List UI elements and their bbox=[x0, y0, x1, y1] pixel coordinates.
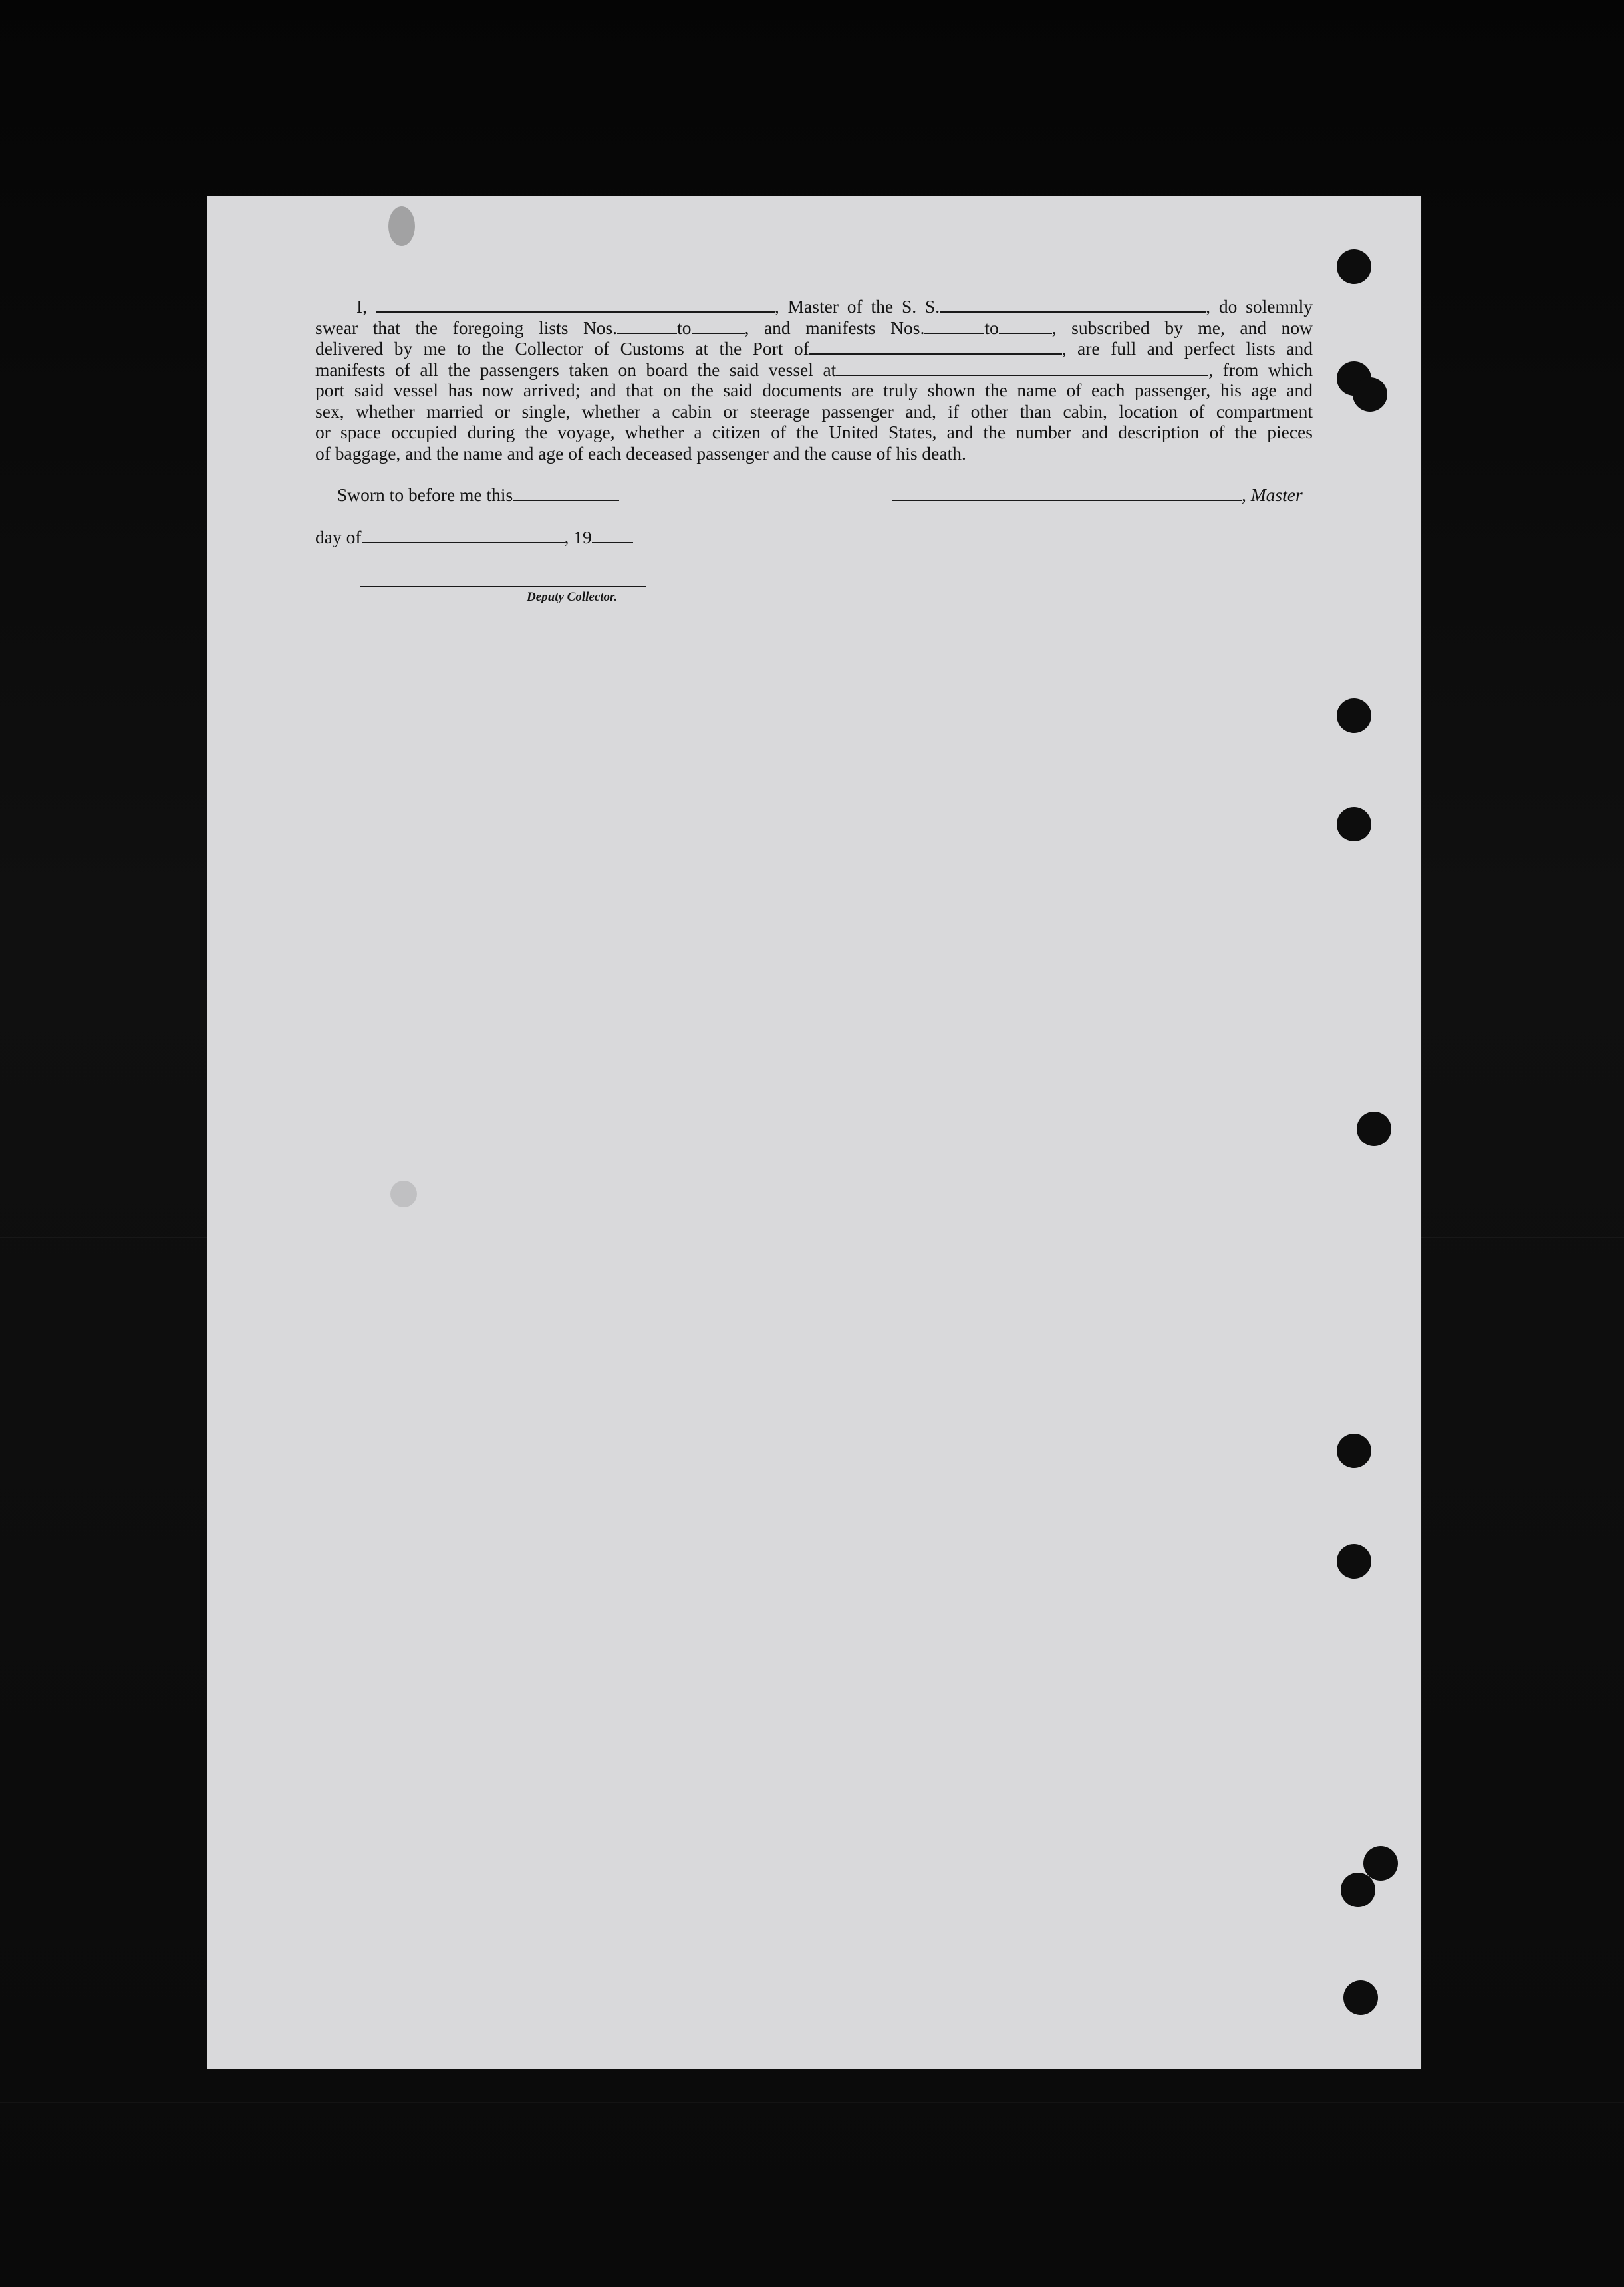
oath-text: to bbox=[677, 317, 692, 338]
punch-hole bbox=[1363, 1846, 1398, 1881]
oath-text: , Master of the S. S. bbox=[774, 296, 940, 317]
oath-text: delivered by me to the Collector of Customs at the Port of bbox=[315, 338, 809, 359]
sworn-line bbox=[337, 484, 619, 506]
oath-text: swear that the foregoing lists Nos. bbox=[315, 317, 618, 338]
day-of-line bbox=[315, 527, 633, 548]
deputy-collector-label: Deputy Collector. bbox=[527, 590, 618, 604]
year-label: , 19 bbox=[564, 527, 592, 547]
day-of-label: day of bbox=[315, 527, 362, 547]
blank-list-from bbox=[617, 318, 677, 334]
stain bbox=[390, 1181, 417, 1207]
oath-line-2 bbox=[315, 317, 1313, 339]
oath-text: manifests of all the passengers taken on board the said vessel at bbox=[315, 359, 837, 380]
oath-line-3 bbox=[315, 338, 1313, 359]
oath-text: , are full and perfect lists and bbox=[1061, 338, 1313, 359]
blank-ship-name bbox=[940, 297, 1206, 313]
oath-line-4 bbox=[315, 359, 1313, 381]
blank-month bbox=[362, 528, 565, 543]
blank-manifest-to bbox=[999, 318, 1052, 334]
punch-hole bbox=[1337, 1544, 1371, 1579]
blank-embark-port bbox=[836, 360, 1208, 376]
oath-text: , from which bbox=[1208, 359, 1313, 380]
deputy-collector-signature-line bbox=[360, 586, 646, 587]
oath-line-1 bbox=[315, 296, 1313, 317]
blank-manifest-from bbox=[924, 318, 984, 334]
sworn-label: Sworn to before me this bbox=[337, 484, 513, 505]
oath-line-5: port said vessel has now arrived; and that on the said documents are truly shown the name of each passenger, his age and bbox=[315, 380, 1313, 400]
blank-sworn-day bbox=[513, 485, 619, 501]
blank-port bbox=[809, 339, 1062, 355]
oath-paragraph bbox=[315, 296, 1313, 464]
blank-list-to bbox=[692, 318, 745, 334]
oath-text: , do solemnly bbox=[1206, 296, 1313, 317]
oath-line-6: sex, whether married or single, whether a cabin or steerage passenger and, if other than cabin, location of compartment bbox=[315, 400, 1313, 422]
punch-hole bbox=[1341, 1873, 1375, 1907]
oath-text: , subscribed by me, and now bbox=[1051, 317, 1313, 338]
punch-hole bbox=[1337, 249, 1371, 284]
master-label: , Master bbox=[1242, 484, 1303, 505]
oath-line-8: of baggage, and the name and age of each deceased passenger and the cause of his death. bbox=[315, 442, 966, 464]
oath-text: to bbox=[984, 317, 999, 338]
punch-hole bbox=[1337, 698, 1371, 733]
punch-hole bbox=[1357, 1112, 1391, 1146]
oath-text: I, bbox=[356, 296, 368, 317]
blank-year bbox=[592, 528, 633, 543]
punch-hole bbox=[1343, 1980, 1378, 2015]
oath-line-7: or space occupied during the voyage, whether a citizen of the United States, and the number and description of the pieces bbox=[315, 422, 1313, 442]
stain bbox=[388, 206, 415, 246]
oath-text: , and manifests Nos. bbox=[744, 317, 925, 338]
master-signature-line bbox=[892, 484, 1303, 506]
punch-hole bbox=[1353, 377, 1387, 412]
film-band bbox=[0, 2102, 1624, 2103]
document-page bbox=[207, 196, 1421, 2069]
blank-master-name bbox=[376, 297, 775, 313]
blank-master-signature bbox=[892, 485, 1242, 501]
punch-hole bbox=[1337, 807, 1371, 841]
punch-hole bbox=[1337, 1434, 1371, 1468]
